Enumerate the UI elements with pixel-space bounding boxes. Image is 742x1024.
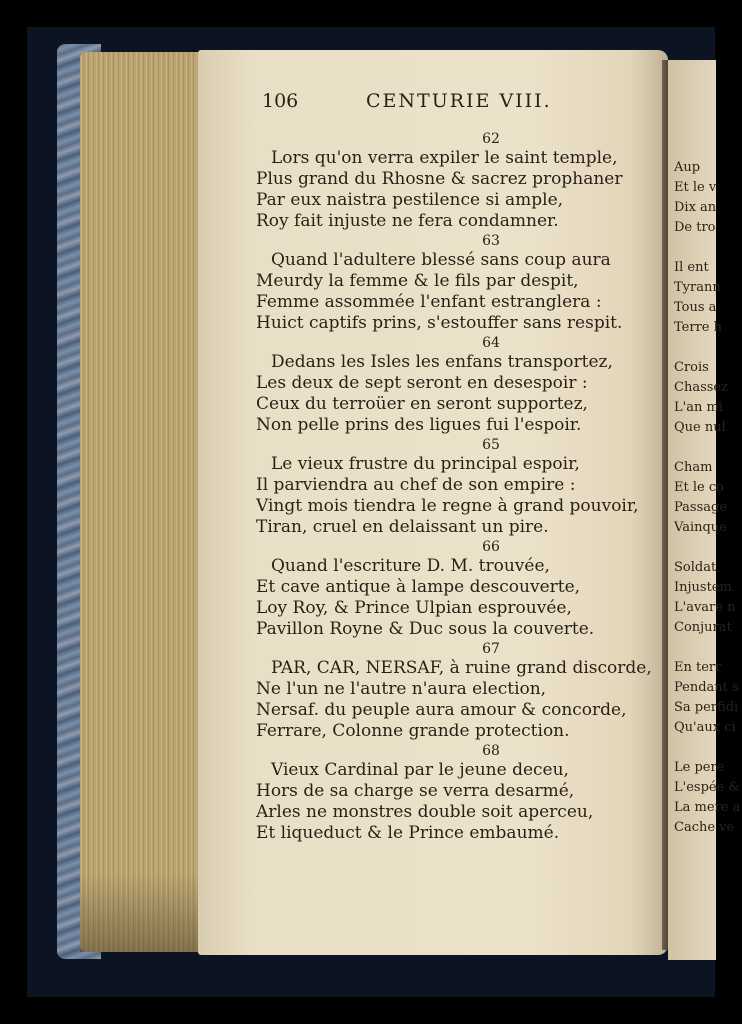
facing-fragment: La mere a (674, 800, 741, 815)
verse-line: Loy Roy, & Prince Ulpian esprouvée, (256, 598, 572, 618)
verse-line: Et liqueduct & le Prince embaumé. (256, 823, 560, 843)
verse-line: Ne l'un ne l'autre n'aura election, (256, 679, 547, 699)
verse-line: Non pelle prins des ligues fui l'espoir. (256, 415, 582, 435)
verse-line: Vieux Cardinal par le jeune deceu, (271, 760, 569, 780)
facing-fragment: Chassez (674, 380, 728, 395)
facing-fragment: Soldat (674, 560, 717, 575)
verse-line: Ferrare, Colonne grande protection. (256, 721, 570, 741)
page-header (262, 90, 592, 112)
verse-line: Roy fait injuste ne fera condamner. (256, 211, 559, 231)
facing-fragment: Passage (674, 500, 728, 515)
facing-fragment: Que nul (674, 420, 726, 435)
quatrain (256, 334, 656, 436)
quatrain-number: 67 (482, 641, 500, 657)
facing-fragment: Et le co (674, 480, 724, 495)
facing-fragment: Pendant s (674, 680, 739, 695)
verse-line: PAR, CAR, NERSAF, à ruine grand discorde, (271, 658, 652, 678)
facing-fragment: Et le v (674, 180, 717, 195)
facing-fragment: Vainque (674, 520, 727, 535)
facing-fragment: Qu'aux ci (674, 720, 736, 735)
facing-fragment: Crois (674, 360, 709, 375)
facing-fragment: De tro (674, 220, 716, 235)
quatrain-column (256, 130, 656, 844)
verse-line: Quand l'adultere blessé sans coup aura (271, 250, 611, 270)
verse-line: Lors qu'on verra expiler le saint temple, (271, 148, 618, 168)
facing-fragment: En terr (674, 660, 722, 675)
verse-line: Quand l'escriture D. M. trouvée, (271, 556, 550, 576)
facing-fragment: Aup (674, 160, 701, 175)
facing-fragment: Conjurat (674, 620, 732, 635)
quatrain (256, 538, 656, 640)
facing-fragment: Cham (674, 460, 713, 475)
verse-line: Il parviendra au chef de son empire : (256, 475, 576, 495)
verse-line: Par eux naistra pestilence si ample, (256, 190, 564, 210)
facing-fragment: L'an mi (674, 400, 723, 415)
verse-line: Huict captifs prins, s'estouffer sans respit. (256, 313, 623, 333)
quatrain (256, 232, 656, 334)
page-number: 106 (262, 90, 299, 112)
facing-fragment: Il ent (674, 260, 709, 275)
facing-fragment: Dix an (674, 200, 717, 215)
facing-fragment: Le pere (674, 760, 725, 775)
verse-line: Femme assommée l'enfant estranglera : (256, 292, 602, 312)
running-title: CENTURIE VIII. (366, 90, 552, 112)
facing-fragment: Sa perfidi (674, 700, 739, 715)
quatrain (256, 130, 656, 232)
quatrain-number: 62 (482, 131, 500, 147)
verse-line: Meurdy la femme & le fils par despit, (256, 271, 579, 291)
quatrain-number: 64 (482, 335, 500, 351)
facing-page (668, 60, 741, 960)
facing-fragment: Tous a (674, 300, 717, 315)
facing-fragment: L'espée & (674, 780, 740, 795)
quatrain-number: 65 (482, 437, 500, 453)
quatrain-number: 68 (482, 743, 500, 759)
quatrain (256, 640, 656, 742)
facing-fragment: Terre h (674, 320, 722, 335)
verse-line: Nersaf. du peuple aura amour & concorde, (256, 700, 627, 720)
verse-line: Ceux du terroüer en seront supportez, (256, 394, 588, 414)
facing-fragment: Cache ve (674, 820, 735, 835)
verse-line: Tiran, cruel en delaissant un pire. (256, 517, 549, 537)
verse-line: Pavillon Royne & Duc sous la couverte. (256, 619, 595, 639)
facing-fragment: L'avare n (674, 600, 736, 615)
verse-line: Dedans les Isles les enfans transportez, (271, 352, 613, 372)
verse-line: Et cave antique à lampe descouverte, (256, 577, 581, 597)
quatrain (256, 436, 656, 538)
facing-fragment: Injustem (674, 580, 732, 595)
quatrain-number: 66 (482, 539, 500, 555)
verse-line: Plus grand du Rhosne & sacrez prophaner (256, 169, 623, 189)
quatrain (256, 742, 656, 844)
verse-line: Le vieux frustre du principal espoir, (271, 454, 580, 474)
facing-fragment: Tyrann (674, 280, 721, 295)
verse-line: Les deux de sept seront en desespoir : (256, 373, 588, 393)
quatrain-number: 63 (482, 233, 500, 249)
verse-line: Arles ne monstres double soit aperceu, (256, 802, 594, 822)
verse-line: Vingt mois tiendra le regne à grand pouvoir, (256, 496, 639, 516)
page-block-edge (80, 52, 206, 952)
verse-line: Hors de sa charge se verra desarmé, (256, 781, 575, 801)
